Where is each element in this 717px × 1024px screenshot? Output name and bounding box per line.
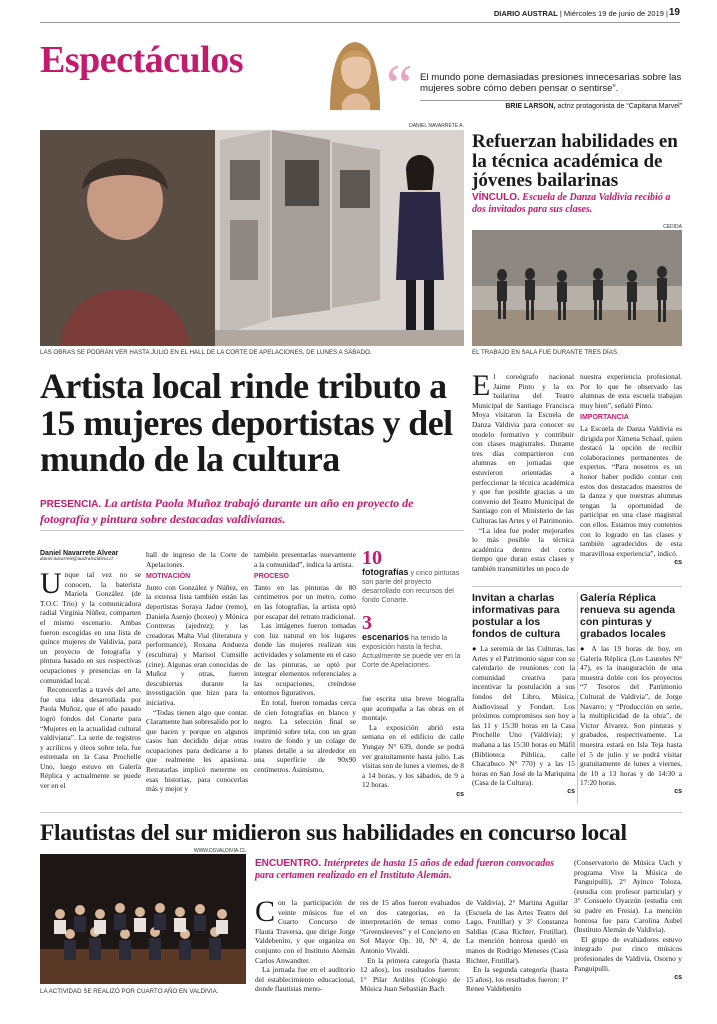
dance-headline: Refuerzan habilidades en la técnica académica de jóvenes bailarinas: [472, 131, 678, 191]
quote-mark-icon: “: [386, 53, 413, 119]
charlas-headline: Invitan a charlas informativas para postular a los fondos de cultura: [472, 592, 561, 640]
flute-photo-caption: LA ACTIVIDAD SE REALIZÓ POR CUARTO AÑO EN VALDIVIA.: [40, 988, 219, 995]
page-number: 19: [668, 7, 680, 18]
main-byline: Daniel Navarrete Alvear: [40, 550, 119, 557]
flute-column-2: res de 15 años fueron evaluados en dos categorías, en la interpretación de temas como “Greensleeves” y el Concierto en Sol Mayor Op. 10, N° 4, de Antonio Vivaldi. En la primera categoría (hasta 12 años), los resultados fueron: 1° Pilar Ardiles (Colegio de Música Juan Sebastián Bach: [360, 898, 460, 994]
flute-photo: [40, 854, 246, 984]
fact-box-1: 10 fotografías y cinco pinturas son parte del proyecto desarrollado con recursos del fondo Conarte.: [362, 547, 460, 604]
main-headline: Artista local rinde tributo a 15 mujeres deportistas y del mundo de la cultura: [40, 366, 453, 479]
dance-photo-caption: EL TRABAJO EN SALA FUE DURANTE TRES DÍAS.: [472, 349, 619, 356]
flute-column-3: de Valdivia), 2° Martina Aguilar (Escuela de las Artes Teatro del Lago, Frutillar) y 3° Constanza Saldías (Casa Richter, Frutillar). La mención honrosa quedó en manos de Rodrigo Meneses (Casa Richter, Frutillar). En la segunda categoría (hasta 15 años), los resultados fueron: 1° Renee Valdebenito: [466, 898, 568, 994]
issue-date: Miércoles 19 de junio de 2019: [563, 9, 664, 18]
section-title: Espectáculos: [40, 39, 243, 81]
brie-larson-portrait: [322, 34, 388, 110]
page-header: DIARIO AUSTRAL | Miércoles 19 de junio de 2019 | 19: [40, 9, 680, 23]
bullet-icon: ●: [580, 644, 592, 653]
main-column-3: también presentarlas nuevamente a la comunidad”, indica la artista. PROCESO Tanto en las pinturas de 80 centímetros por un metro, como en las fotografías, la artista optó por escapar del retrato tradicional. Las imágenes fueron tomadas con luz natural en los lugares donde las mujeres realizan sus actividades y solamente en el caso de las pinturas, se optó por integrar elementos referenciales a las ocupaciones, creíndose entornos figurativos. En total, fueron tomadas cerca de cien fotografías en blanco y negro. La selección final se imprimió sobre tela, con un gran rostro de fondo y un colage de planes detalle a su alrededor en una superficie de 90x90 centímetros. Asimismo,: [254, 550, 356, 775]
flute-photo-credit: WWW.DSVALDIVIA.CL: [193, 848, 246, 854]
paper-name: DIARIO AUSTRAL: [493, 9, 558, 18]
main-column-1: Daniel Navarrete Alvear daniel.navarrete@australvaldivia.cl Unque tal vez no se conocen, la baterista Mariela González (de T.O.C Trio) y la comunicadora radial Virginia Núñez, comparten el mismo escenario. Ambas fueron escogidas en una lista de quince mujeres de Valdivia, para un proyecto de fotografía y pintura basado en sus respectivas ocupaciones y presencias en la comunidad local. Reconocerlas a través del arte, fue una idea desarrollada por Paola Muñoz, que el año pasado logró fondos del Conarte para “Mujeres en la actualidad cultural valdiviana”. La serie de registros y acrílicos y óleos sobre tela, fue estrenada en la Casa Prochelle Uno, luego estuvo en Galería Réplica y actualmente se puede ver en el: [40, 550, 141, 791]
flute-lead: ENCUENTRO. Intérpretes de hasta 15 años de edad fueron convocados para certamen realizado en el Instituto Alemán.: [255, 858, 555, 881]
bullet-icon: ●: [472, 644, 481, 653]
main-photo-caption: LAS OBRAS SE PODRÁN VER HASTA JULIO EN EL HALL DE LA CORTE DE APELACIONES, DE LUNES A SÁBADO.: [40, 349, 372, 356]
fact-box-2: 3 escenarios ha tenido la exposición hasta la fecha. Actualmente se puede ver en la Corte de Apelaciones.: [362, 612, 461, 669]
flute-column-1: Con la participación de veinte músicos fue el Cuarto Concurso de Flauta Traversa, que dirige Jorge Valdebenito, y que organiza en conjunto con el Instituto Alemán Carlos Anwandter. La jornada fue en el auditorio del establecimiento educacional, donde flautistas meno-: [255, 895, 355, 994]
quote-attribution: BRIE LARSON, actriz protagonista de “Capitana Marvel”: [420, 100, 682, 110]
flute-column-4: (Conservatorio de Música Uach y programa Vive la Música de Panguipulli), 2° Ayinco Toloza, (estudia con profesor particular) y 3° Consuelo Oyarzún (estudia con su padre en Fresia). La mención honrosa fue para Carolina Aubel (Instituto Alemán de Valdivia). El grupo de evaluadores estuvo integrado por cinco músicos profesionales de Valdivia, Osorno y Panguipulli. cs: [574, 858, 682, 982]
dance-photo-credit: CEDIDA: [663, 224, 682, 230]
dance-column-1: El coreógrafo nacional Jaime Pinto y la ex bailarina del Teatro Municipal de Santiago Francisca Moya visitaron la Escuela de Danza Valdivia para conocer su modelo formativo y contribuir con clases magistrales. Durante tres días compartieron con alumnas en jornadas que estuvieron orientadas a perfeccionar la técnica académica y que fue posible gracias a un convenio del Teatro Municipal de Santiago con el Ministerio de las Culturas las Artes y el Patrimonio. “La idea fue poder mejorarles lo más posible la técnica académica dentro del corto tiempo que duran estas clases y también transmitirles un poco de: [472, 369, 574, 573]
main-column-4: 10 fotografías y cinco pinturas son parte del proyecto desarrollado con recursos del fondo Conarte. 3 escenarios ha tenido la exposición hasta la fecha. Actualmente se puede ver en la Corte de Apelaciones. fue escrita una breve biografía que acompaña a las obras en el montaje. La exposición abrió esta semana en el edificio de calle Yungay N° 639, donde se podrá ver gratuitamente hasta julio. Las visitas son de lunes a viernes, de 8 a 14 horas, y los sábados, de 9 a 12 horas. cs: [362, 547, 464, 798]
dance-photo: [472, 230, 682, 346]
charlas-brief: Invitan a charlas informativas para postular a los fondos de cultura ● La seremía de las Culturas, las Artes y el Patrimonio sigue con su calendario de reuniones con la comunidad creativa para incentivar la postulación a sus fondos del Libro, Música, Audiovisual y Fondart. Los próximos compromisos son hoy a las 11 y 15:30 horas en la Casa Prochelle Uno (Valdivia); y mañana a las 15:30 horas en Máfil (Biblioteca Pública, calle Chacabuco N° 770) y a las 15 horas en San José de la Mariquina (Casa de la Cultura). cs: [472, 592, 575, 795]
flute-headline: Flautistas del sur midieron sus habilidades en concurso local: [40, 820, 627, 846]
main-column-2: hall de ingreso de la Corte de Apelaciones. MOTIVACIÓN Junto con González y Núñez, en la extensa lista también están las deportistas Soraya Jadue (remo), Daniela Asenjo (boxeo) y Mónica Contreras (ajedrez); y las creadoras Maha Vial (literatura y performance), Roxana Andueza (escultura) y Marisol Cumsille (cine). Algunas eran conocidas de Muñoz y otras, fueron descubiertas durante la investigación que hizo para la iniciativa. “Todas tienen algo que contar. Claramente han sobresalido por lo que hacen y porque en algunos casos han decidido dejar otras ocupaciones para dedicarse a lo que realmente les apasiona. Retratarlas implicó meterme en esas historias, para conocerlas más y mejor y: [146, 550, 248, 794]
dance-column-2: nuestra experiencia profesional. Por lo que he observado las alumnas de esta escuela trabajan muy bien”, señaló Pinto. IMPORTANCIA La Escuela de Danza Valdivia es dirigida por Ximena Schaaf, quien destacó la opción de recibir colaboraciones permanentes de expertos. “Para nosotros es un honor haber podido contar con estos dos destacados maestros de la danza y que nuestras alumnas tengan la oportunidad de participar en una clase magistral con ellos. Estamos muy contentos con lo logrado en las clases y también agradecidos de esta maravillosa experiencia”, indicó. cs: [580, 372, 683, 567]
main-photo-credit: DANIEL NAVARRETE A.: [409, 123, 464, 129]
main-email: daniel.navarrete@australvaldivia.cl: [40, 557, 113, 562]
main-photo: [40, 130, 464, 346]
galeria-brief: Galería Réplica renueva su agenda con pinturas y grabados locales ● A las 19 horas de hoy, en Galería Réplica (Los Laureles N° 47), es la inauguración de una muestra doble con los proyectos “7 Tesoros del Patrimonio Cultural de Valdivia”, de Jorge Navarro; y “Producción en serie, la multiplicidad de la obra”, de Víctor Álvarez. Son pinturas y grabados, respectivamente. La muestra estará en Isla Teja hasta el 5 de julio y se podrá visitar gratuitamente de lunes a viernes, de 10 a 13 horas y de 14:30 a 17:20 horas. cs: [580, 592, 682, 795]
dance-lead: VÍNCULO. Escuela de Danza Valdivia recibió a dos invitados para sus clases.: [472, 192, 671, 215]
galeria-headline: Galería Réplica renueva su agenda con pinturas y grabados locales: [580, 592, 676, 640]
quote-text: El mundo pone demasiadas presiones innecesarias sobre las mujeres sobre cómo deben pensar o sentirse”.: [420, 72, 682, 95]
main-lead: PRESENCIA. La artista Paola Muñoz trabajó durante un año en proyecto de fotografía y pintura sobre destacadas valdivianas.: [40, 496, 414, 526]
